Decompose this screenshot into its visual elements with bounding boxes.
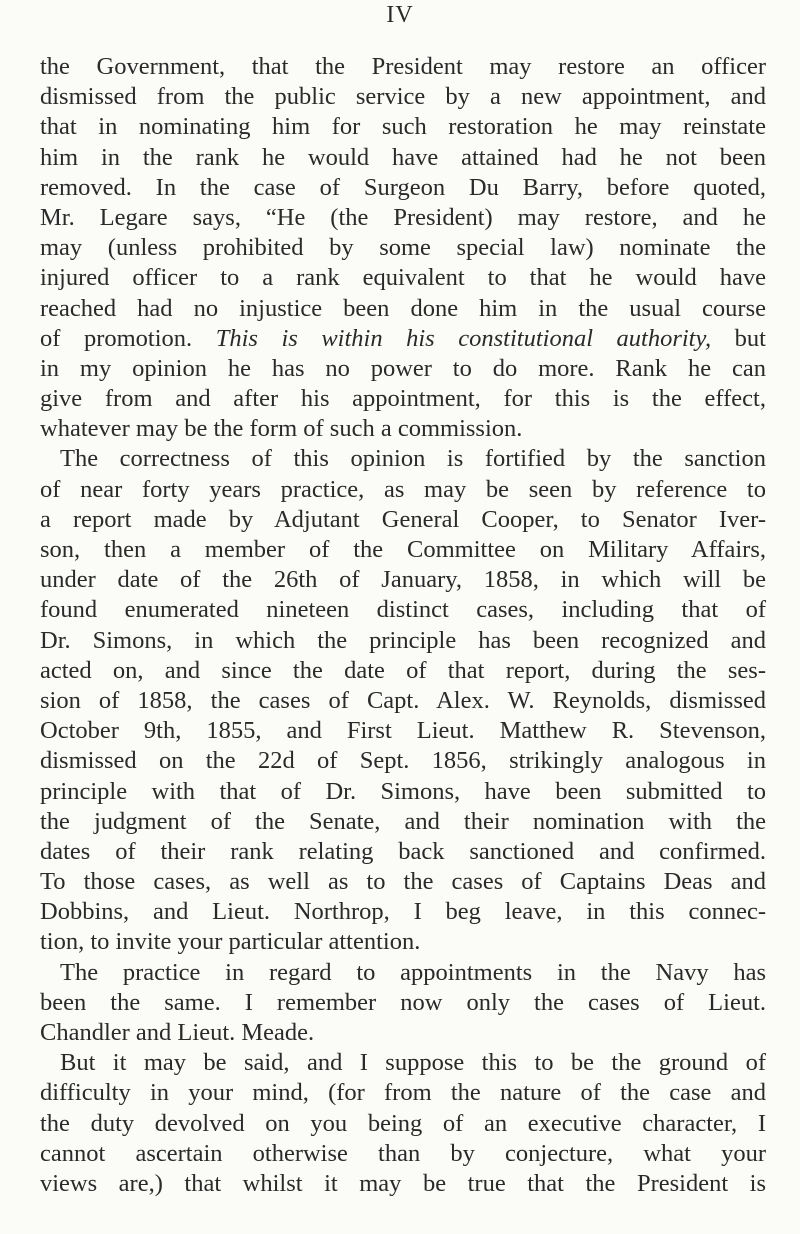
text-line: removed. In the case of Surgeon Du Barry, before quoted, — [40, 173, 766, 201]
text-line: the Government, that the President may restore an officer — [40, 53, 766, 80]
text-line: the duty devolved on you being of an executive character, I — [40, 1109, 766, 1137]
text-line: him in the rank he would have attained had he not been — [40, 143, 766, 171]
body-text — [40, 52, 766, 1199]
text-line: To those cases, as well as to the cases of Captains Deas and — [40, 868, 766, 896]
text-line: sion of 1858, the cases of Capt. Alex. W. Reynolds, dismissed — [40, 686, 766, 714]
text-line: Mr. Legare says, “He (the President) may restore, and he — [40, 203, 766, 231]
page-number: IV — [386, 2, 414, 28]
text-line: that in nominating him for such restoration he may reinstate — [40, 113, 766, 141]
text-line: found enumerated nineteen distinct cases, including that of — [40, 596, 766, 624]
text-line — [40, 324, 766, 354]
text-line: Dobbins, and Lieut. Northrop, I beg leave, in this connec- — [40, 898, 766, 926]
text-line: dismissed from the public service by a new appointment, and — [40, 83, 766, 111]
text-segment: but — [711, 324, 766, 352]
text-line: views are,) that whilst it may be true that the President is — [40, 1169, 766, 1197]
text-line: under date of the 26th of January, 1858, in which will be — [40, 566, 766, 594]
text-line: acted on, and since the date of that report, during the ses- — [40, 656, 766, 684]
text-line: reached had no injustice been done him in the usual course — [40, 294, 766, 322]
text-line: principle with that of Dr. Simons, have been submitted to — [40, 777, 766, 805]
text-line: But it may be said, and I suppose this to be the ground of — [60, 1049, 766, 1077]
text-line: in my opinion he has no power to do more. Rank he can — [40, 354, 766, 382]
text-line: The practice in regard to appointments in the Navy has — [60, 958, 766, 986]
text-line: The correctness of this opinion is fortified by the sanction — [60, 445, 766, 473]
text-line: give from and after his appointment, for this is the effect, — [40, 385, 766, 413]
text-line: Chandler and Lieut. Meade. — [40, 1019, 315, 1046]
text-segment: of promotion. — [40, 324, 216, 352]
text-line: dates of their rank relating back sanctioned and confirmed. — [40, 837, 766, 865]
text-line: cannot ascertain otherwise than by conjecture, what your — [40, 1139, 766, 1167]
text-line: Dr. Simons, in which the principle has been recognized and — [40, 626, 766, 654]
text-line: been the same. I remember now only the cases of Lieut. — [40, 988, 766, 1016]
text-line: may (unless prohibited by some special law) nominate the — [40, 234, 766, 262]
text-line: of near forty years practice, as may be seen by reference to — [40, 475, 766, 503]
text-line: dismissed on the 22d of Sept. 1856, strikingly analogous in — [40, 747, 766, 775]
text-line: the judgment of the Senate, and their nomination with the — [40, 807, 766, 835]
text-line: October 9th, 1855, and First Lieut. Matthew R. Stevenson, — [40, 717, 766, 745]
italic-emphasis: This is within his constitutional authority, — [215, 324, 712, 352]
text-line: a report made by Adjutant General Cooper, to Senator Iver- — [40, 505, 766, 533]
text-line: son, then a member of the Committee on Military Affairs, — [40, 536, 766, 563]
text-line: whatever may be the form of such a commission. — [40, 415, 523, 443]
text-line: injured officer to a rank equivalent to that he would have — [40, 264, 766, 292]
text-line: tion, to invite your particular attention. — [40, 928, 421, 956]
text-line: difficulty in your mind, (for from the nature of the case and — [40, 1079, 766, 1107]
